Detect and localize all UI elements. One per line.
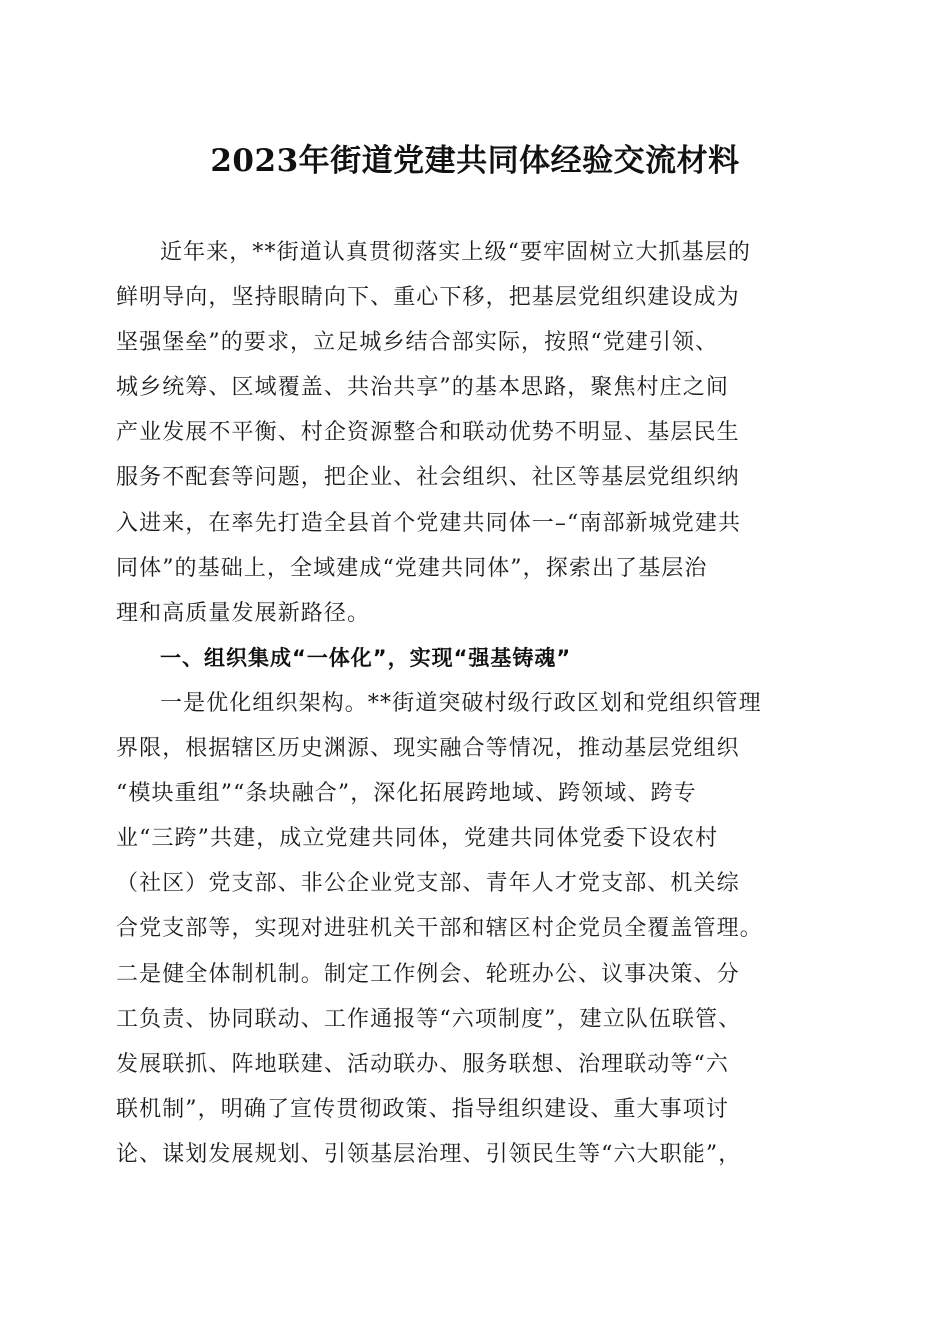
paragraph-line: 同体”的基础上，全域建成“党建共同体”，探索出了基层治 bbox=[116, 555, 708, 581]
paragraph-line: 界限，根据辖区历史渊源、现实融合等情况，推动基层党组织 bbox=[116, 736, 740, 762]
paragraph-line: 论、谋划发展规划、引领基层治理、引领民生等“六大职能”， bbox=[116, 1141, 742, 1167]
document-title: 2023年街道党建共同体经验交流材料 bbox=[210, 143, 740, 179]
paragraph-line: 合党支部等，实现对进驻机关干部和辖区村企党员全覆盖管理。 bbox=[116, 916, 763, 942]
paragraph-line: 城乡统筹、区域覆盖、共治共享”的基本思路，聚焦村庄之间 bbox=[116, 375, 729, 401]
paragraph-line: 发展联抓、阵地联建、活动联办、服务联想、治理联动等“六 bbox=[116, 1051, 729, 1077]
paragraph-line: 理和高质量发展新路径。 bbox=[116, 600, 371, 626]
paragraph-line: 坚强堡垒”的要求，立足城乡结合部实际，按照“党建引领、 bbox=[116, 330, 719, 356]
paragraph-line: 业“三跨”共建，成立党建共同体，党建共同体党委下设农村 bbox=[116, 826, 719, 852]
document-body bbox=[116, 230, 846, 1177]
paragraph-line: 工负责、协同联动、工作通报等“六项制度”，建立队伍联管、 bbox=[116, 1006, 742, 1032]
paragraph-line: “模块重组”“条块融合”，深化拓展跨地域、跨领域、跨专 bbox=[116, 781, 697, 807]
paragraph-line: 一是优化组织架构。**街道突破村级行政区划和党组织管理 bbox=[160, 690, 762, 716]
paragraph-line: 入进来，在率先打造全县首个党建共同体一–“南部新城党建共 bbox=[116, 510, 742, 536]
paragraph-line: 联机制”，明确了宣传贯彻政策、指导组织建设、重大事项讨 bbox=[116, 1096, 729, 1122]
paragraph-line: 鲜明导向，坚持眼睛向下、重心下移，把基层党组织建设成为 bbox=[116, 285, 740, 311]
paragraph-line: 二是健全体制机制。制定工作例会、轮班办公、议事决策、分 bbox=[116, 961, 740, 987]
paragraph-line: 近年来，**街道认真贯彻落实上级“要牢固树立大抓基层的 bbox=[160, 240, 751, 265]
paragraph-line: 服务不配套等问题，把企业、社会组织、社区等基层党组织纳 bbox=[116, 465, 740, 491]
paragraph-line: 产业发展不平衡、村企资源整合和联动优势不明显、基层民生 bbox=[116, 420, 740, 446]
section-heading: 一、组织集成“一体化”，实现“强基铸魂” bbox=[160, 645, 572, 670]
paragraph-line: （社区）党支部、非公企业党支部、青年人才党支部、机关综 bbox=[116, 871, 740, 897]
